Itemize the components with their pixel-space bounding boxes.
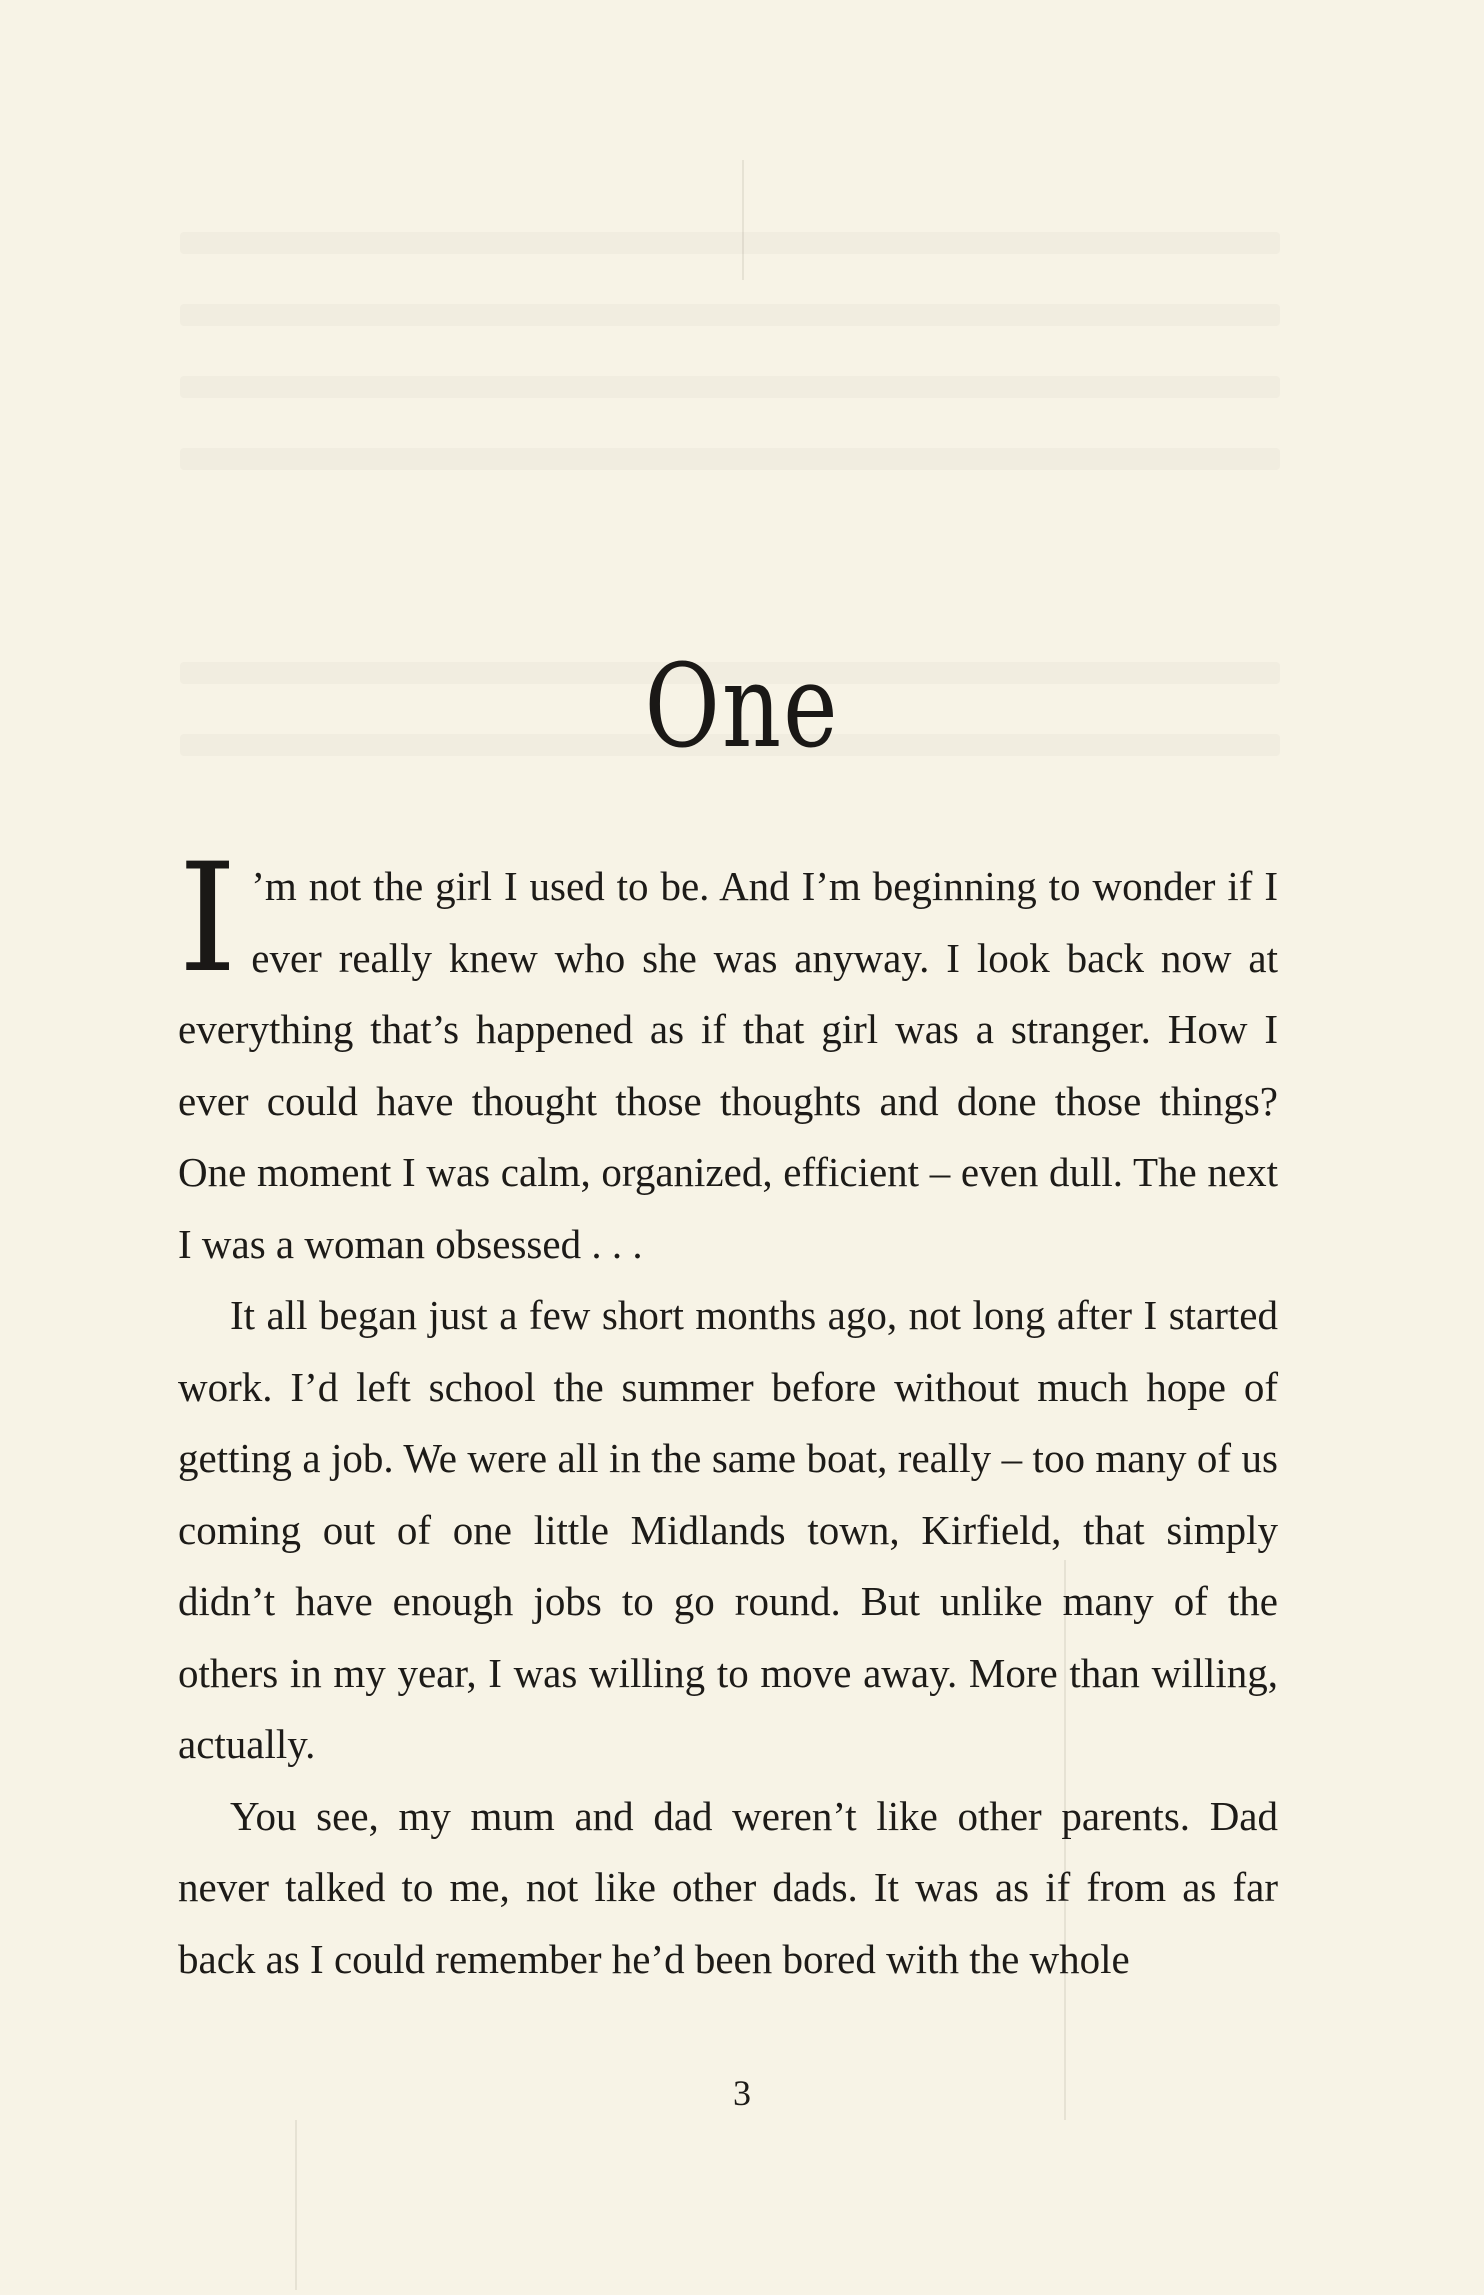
- paragraph-1-text: ’m not the girl I used to be. And I’m beginning to wonder if I ever really knew who she was anyway. I look back now at everything that’s happened as if that girl was a stranger. How I ever could have thought those thoughts and done those things? One moment I was calm, organized, efficient – even dull. The next I was a woman obsessed . . .: [178, 863, 1278, 1267]
- paragraph-1: [178, 832, 1278, 1280]
- show-through-line: [180, 376, 1280, 398]
- paragraph-3: You see, my mum and dad weren’t like other parents. Dad never talked to me, not like other dads. It was as if from as far back as I could remember he’d been bored with the whole: [178, 1792, 1278, 1982]
- show-through-line: [180, 304, 1280, 326]
- page-crease: [742, 160, 744, 280]
- page-crease: [295, 2120, 297, 2290]
- page-number: 3: [733, 2073, 751, 2113]
- show-through-line: [180, 448, 1280, 470]
- show-through-line: [180, 232, 1280, 254]
- chapter-title: One: [644, 639, 840, 773]
- drop-cap: I: [178, 832, 238, 1006]
- chapter-body: [178, 832, 1278, 1995]
- paragraph-2: It all began just a few short months ago, not long after I started work. I’d left school the summer before without much hope of getting a job. We were all in the same boat, really – too many of us coming out of one little Midlands town, Kirfield, that simply didn’t have enough jobs to go round. But unlike many of the others in my year, I was willing to move away. More than willing, actually.: [178, 1292, 1278, 1767]
